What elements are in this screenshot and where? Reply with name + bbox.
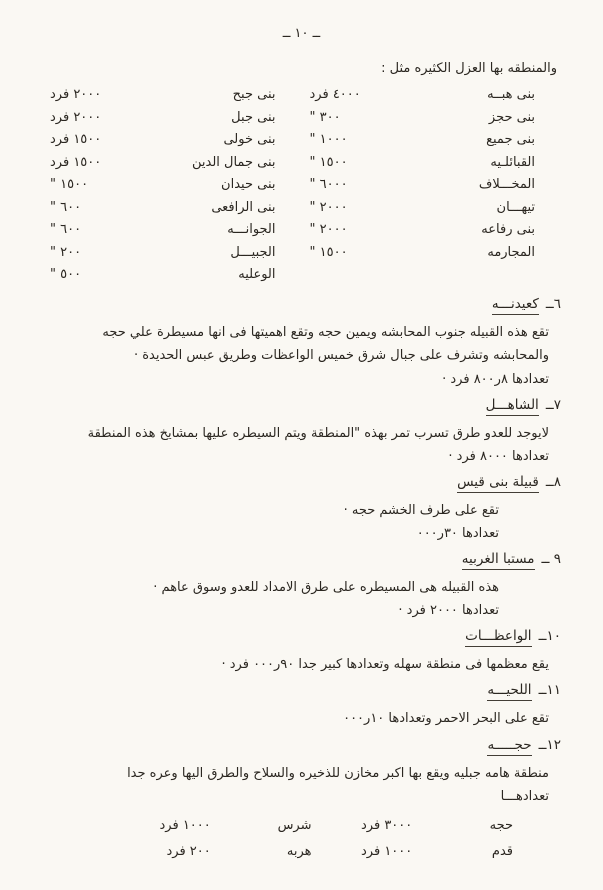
place-name: قدم	[491, 844, 513, 860]
section-header	[42, 296, 561, 315]
section-body: تقع هذه القبيله جنوب المحابشه ويمين حجه وتقع اهميتها فى انها مسيطرة علي حجه والمحابشه وتشرف على جبال شرق خميس الواعظات وطريق عبس الحديدة ·	[102, 324, 549, 364]
tribe-row	[50, 154, 276, 172]
tribe-count: ٤٠٠٠ فرد	[309, 87, 361, 102]
tribe-row	[50, 199, 276, 217]
section-number: ١٢ــ	[538, 736, 561, 753]
section-population: تعدادها ٣٠ر٠٠٠	[416, 526, 499, 542]
tribe-name: بنى خولى	[223, 132, 276, 148]
tribe-count: ٣٠٠ "	[309, 109, 341, 125]
tribe-name: بنى حيدان	[221, 177, 276, 193]
section-header	[42, 474, 561, 493]
section-population: تعدادهـــا	[500, 789, 549, 805]
place-count: ٣٠٠٠ فرد	[361, 818, 413, 834]
tribe-name: بنى الرافعى	[211, 199, 276, 215]
tribe-row	[310, 176, 536, 194]
tribe-count: ٥٠٠ "	[50, 267, 82, 283]
tribe-row	[50, 109, 276, 127]
table-row	[110, 844, 513, 859]
place-name: هربه	[286, 844, 312, 860]
tribe-count: ٦٠٠٠ "	[309, 177, 348, 193]
place-count: ١٠٠٠ فرد	[361, 844, 413, 860]
tribe-row	[50, 86, 276, 104]
tribe-row	[50, 244, 276, 262]
tribe-row	[310, 109, 536, 127]
section-number: ٧ــ	[545, 396, 561, 413]
tribe-population-table	[42, 86, 561, 284]
section-number: ٦ــ	[545, 295, 561, 312]
section-12-hajjah	[42, 737, 561, 859]
tribe-name: بنى حجز	[488, 109, 535, 125]
tribe-count: ١٥٠٠ "	[50, 177, 89, 193]
tribe-row	[310, 244, 536, 262]
section-7-ashahil	[42, 397, 561, 468]
tribe-row	[310, 154, 536, 172]
tribe-row	[310, 221, 536, 239]
section-number: ٩ ــ	[541, 550, 561, 567]
section-number: ١١ــ	[538, 682, 561, 699]
tribe-count: ١٥٠٠ "	[309, 244, 348, 260]
section-8-bani-qays	[42, 474, 561, 545]
tribe-row	[310, 86, 536, 104]
tribe-count: ٢٠٠ "	[50, 244, 82, 260]
section-header	[42, 397, 561, 416]
intro-line: والمنطقه بها العزل الكثيره مثل :	[381, 61, 557, 76]
section-population: تعدادها ٨ر٨٠٠ فرد ·	[442, 371, 549, 387]
section-header	[42, 628, 561, 647]
section-6-kuaydinah	[42, 296, 561, 391]
page-number: ــ ١٠ ــ	[282, 26, 321, 41]
tribe-name: الجوانـــه	[227, 222, 276, 238]
section-body: تقع على طرف الخشم حجه ·	[343, 502, 499, 518]
section-title: كعيدنـــه	[492, 296, 539, 315]
tribe-count: ٢٠٠٠ "	[309, 199, 348, 215]
section-population: تعدادها ٢٠٠٠ فرد ·	[398, 603, 499, 619]
tribe-count: ٢٠٠٠ "	[309, 222, 348, 238]
tribe-row	[310, 199, 536, 217]
tribe-name: تيهـــان	[496, 199, 535, 215]
tribe-row	[50, 176, 276, 194]
tribe-column-right	[310, 86, 536, 284]
section-title: مستبا الغربيه	[462, 551, 535, 570]
section-9-mustaba	[42, 551, 561, 622]
tribe-name: بنى هبــه	[487, 87, 535, 102]
tribe-count: ١٥٠٠ فرد	[50, 132, 102, 148]
tribe-name: بنى جمال الدين	[191, 154, 276, 170]
tribe-name: بنى جبل	[231, 109, 276, 125]
tribe-name: بنى رفاعه	[481, 222, 535, 238]
tribe-name: القبائلـيه	[490, 154, 535, 170]
tribe-name: بنى جميع	[486, 132, 535, 148]
section-header	[42, 737, 561, 756]
tribe-name: بنى جبح	[232, 87, 276, 102]
tribe-count: ٢٠٠٠ فرد	[50, 109, 102, 125]
hajjah-population-table	[110, 818, 513, 859]
section-header	[42, 551, 561, 570]
tribe-name: الجبيـــل	[230, 244, 276, 260]
section-number: ١٠ــ	[538, 628, 561, 645]
tribe-count: ٢٠٠٠ فرد	[50, 87, 102, 102]
section-11-alluhayyah	[42, 682, 561, 730]
section-10-alwaizat	[42, 628, 561, 676]
section-title: حجـــــه	[487, 737, 531, 756]
section-title: قبيلة بنى قيس	[457, 474, 539, 493]
section-body: تقع على البحر الاحمر وتعدادها ١٠ر٠٠٠	[343, 711, 549, 727]
section-title: الواعظـــات	[465, 628, 531, 647]
section-number: ٨ــ	[545, 473, 561, 490]
tribe-count: ٦٠٠ "	[50, 222, 82, 238]
place-name: حجه	[489, 818, 513, 834]
tribe-row	[50, 221, 276, 239]
tribe-name: المخـــلاف	[478, 177, 535, 193]
place-count: ١٠٠٠ فرد	[159, 818, 211, 834]
tribe-count: ٦٠٠ "	[50, 199, 82, 215]
section-title: اللحيـــه	[487, 682, 531, 701]
section-body: يقع معظمها فى منطقة سهله وتعدادها كبير جدا ٩٠ر٠٠٠ فرد ·	[221, 657, 549, 673]
tribe-row	[50, 131, 276, 149]
place-name: شرس	[277, 818, 312, 834]
tribe-count: ١٥٠٠ فرد	[50, 154, 102, 170]
table-row	[110, 818, 513, 833]
section-title: الشاهـــل	[486, 397, 539, 416]
place-count: ٢٠٠ فرد	[166, 844, 211, 860]
tribe-row	[50, 266, 276, 284]
section-body: منطقة هامه جبليه ويقع بها اكبر مخازن للذخيره والسلاح والطرق اليها وعره جدا	[127, 765, 549, 781]
section-body: لايوجد للعدو طرق تسرب تمر بهذه "المنطقة ويتم السيطره عليها بمشايخ هذه المنطقة	[87, 425, 549, 441]
tribe-count: ١٥٠٠ "	[309, 154, 348, 170]
tribe-name: المجارمه	[487, 244, 535, 260]
section-population: تعدادها ٨٠٠٠ فرد ·	[448, 448, 549, 464]
section-header	[42, 682, 561, 701]
section-body: هذه القبيله هى المسيطره على طرق الامداد للعدو وسوق عاهم ·	[153, 579, 499, 595]
tribe-count: ١٠٠٠ "	[309, 132, 348, 148]
tribe-row	[310, 131, 536, 149]
tribe-name: الوعليه	[238, 267, 276, 283]
tribe-column-left	[50, 86, 276, 284]
